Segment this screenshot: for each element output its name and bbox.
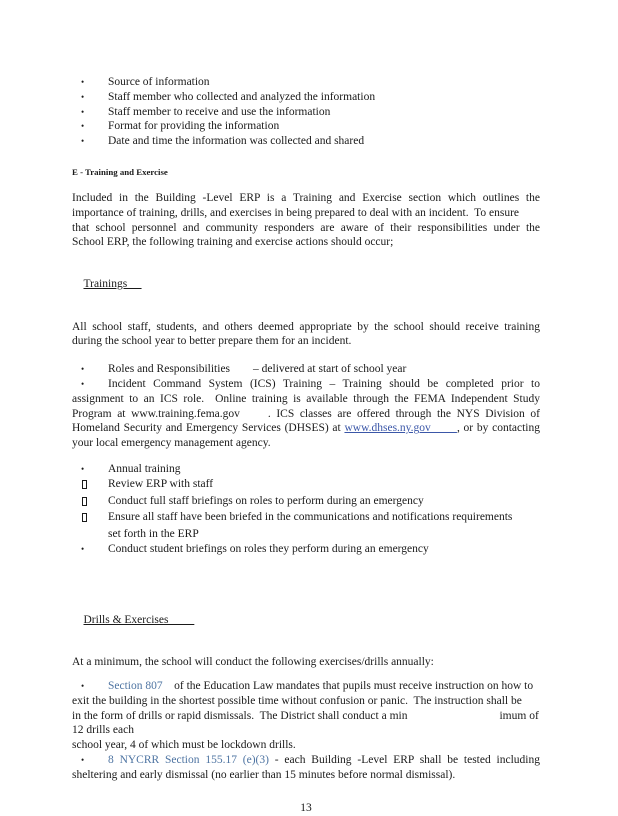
list-item-text: Conduct student briefings on roles they perform during an emergency (108, 542, 429, 555)
information-bullet-list (72, 75, 540, 149)
list-item (72, 75, 540, 90)
list-item (72, 119, 540, 134)
bullet-icon: • (81, 543, 85, 554)
paragraph-line: sheltering and early dismissal (no earlier than 15 minutes before normal dismissal). (72, 768, 456, 781)
list-item (72, 362, 540, 377)
paragraph-line: School ERP, the following training and exercise actions should occur; (72, 236, 394, 249)
list-item-text: Source of information (108, 76, 210, 88)
list-item (72, 510, 540, 527)
section-heading-training-exercise: E - Training and Exercise (72, 166, 168, 177)
list-item (72, 377, 540, 392)
checkbox-marker-icon (72, 494, 108, 511)
checkbox-marker-icon (72, 477, 108, 494)
paragraph-line: assignment to an ICS role. Online training is available through the FEMA Independent Study (72, 392, 540, 405)
bullet-icon: • (81, 106, 85, 117)
bullet-icon: • (81, 121, 85, 132)
dhses-link[interactable]: www.dhses.ny.gov (344, 422, 457, 435)
list-item (72, 90, 540, 105)
list-item-text: Conduct full staff briefings on roles to perform during an emergency (108, 494, 424, 507)
paragraph-line: All school staff, students, and others deemed appropriate by the school should receive training (72, 320, 540, 333)
list-item-text: Roles and Responsibilities – delivered at start of school year (108, 363, 407, 376)
bullet-icon: • (81, 136, 85, 147)
bullet-icon: • (81, 754, 85, 765)
list-item-text: Staff member to receive and use the information (108, 105, 331, 118)
bullet-icon: • (81, 77, 85, 87)
paragraph-line: school year, 4 of which must be lockdown drills. (72, 739, 296, 752)
drills-bullet-list (72, 679, 540, 783)
list-item (72, 494, 540, 511)
checkbox-marker-icon (72, 510, 108, 527)
paragraph-text: , or by contacting (456, 422, 540, 435)
page-number: 13 (300, 802, 312, 815)
list-item-text: set forth in the ERP (108, 528, 199, 541)
paragraph-line: that school personnel and community responders are aware of their responsibilities under the (72, 221, 540, 234)
list-item-text (108, 679, 540, 694)
list-item-text: Date and time the information was collected and shared (108, 135, 365, 148)
paragraph-text: of the Education Law mandates that pupils must receive instruction on how to (162, 679, 534, 692)
nycrr-reference: 8 NYCRR Section 155.17 (e)(3) (108, 753, 269, 766)
list-item-text: Incident Command System (ICS) Training – Training should be completed prior to (108, 377, 540, 390)
list-item (72, 753, 540, 768)
bullet-icon: • (81, 378, 85, 389)
list-item (72, 105, 540, 120)
bullet-icon: • (81, 680, 85, 691)
bullet-icon: • (81, 364, 85, 375)
list-item-text: Format for providing the information (108, 120, 280, 133)
list-item-text: Ensure all staff have been briefed in the communications and notifications requirements (108, 511, 513, 524)
paragraph-line: Included in the Building -Level ERP is a Training and Exercise section which outlines the (72, 191, 540, 204)
paragraph-line (72, 709, 540, 739)
training-bullet-list (72, 362, 540, 451)
trainings-paragraph (72, 320, 540, 350)
drills-heading-text: Drills & Exercises (83, 613, 195, 626)
drills-heading (72, 598, 540, 642)
paragraph-line: your local emergency management agency. (72, 437, 271, 450)
list-item (72, 134, 540, 149)
layout-gap (407, 710, 499, 722)
paragraph-text: - each Building -Level ERP shall be tested including (268, 753, 540, 766)
list-item-text (108, 753, 540, 768)
list-item-text: Review ERP with staff (108, 477, 214, 490)
paragraph-text: in the form of drills or rapid dismissals. The District shall conduct a min (72, 709, 408, 722)
section-807-reference: Section 807 (108, 679, 163, 692)
list-item-text: Staff member who collected and analyzed the information (108, 90, 376, 103)
annual-actions-list (72, 462, 540, 557)
paragraph-line: importance of training, drills, and exercises in being prepared to deal with an incident. To ensure (72, 206, 520, 219)
list-item (72, 462, 540, 477)
list-item (72, 679, 540, 694)
drills-intro-line: At a minimum, the school will conduct the following exercises/drills annually: (72, 656, 434, 669)
trainings-heading-text: Trainings (83, 277, 142, 290)
bullet-icon: • (81, 463, 85, 474)
bullet-spacer (72, 527, 108, 542)
paragraph-text: Homeland Security and Emergency Services (DHSES) at (72, 422, 345, 435)
paragraph-line (72, 421, 540, 436)
bullet-icon: • (81, 91, 85, 102)
paragraph-line: exit the building in the shortest possible time without confusion or panic. The instruction shall be (72, 694, 522, 707)
paragraph-line: during the school year to better prepare them for an incident. (72, 335, 352, 348)
trainings-heading (72, 262, 540, 306)
list-item (72, 542, 540, 557)
list-item-continuation (72, 527, 540, 542)
paragraph-text: imum of 12 drills each (72, 709, 542, 737)
paragraph-line: Program at www.training.fema.gov . ICS classes are offered through the NYS Division of (72, 407, 540, 420)
intro-paragraph (72, 191, 540, 250)
list-item (72, 477, 540, 494)
list-item-text: Annual training (108, 462, 181, 475)
